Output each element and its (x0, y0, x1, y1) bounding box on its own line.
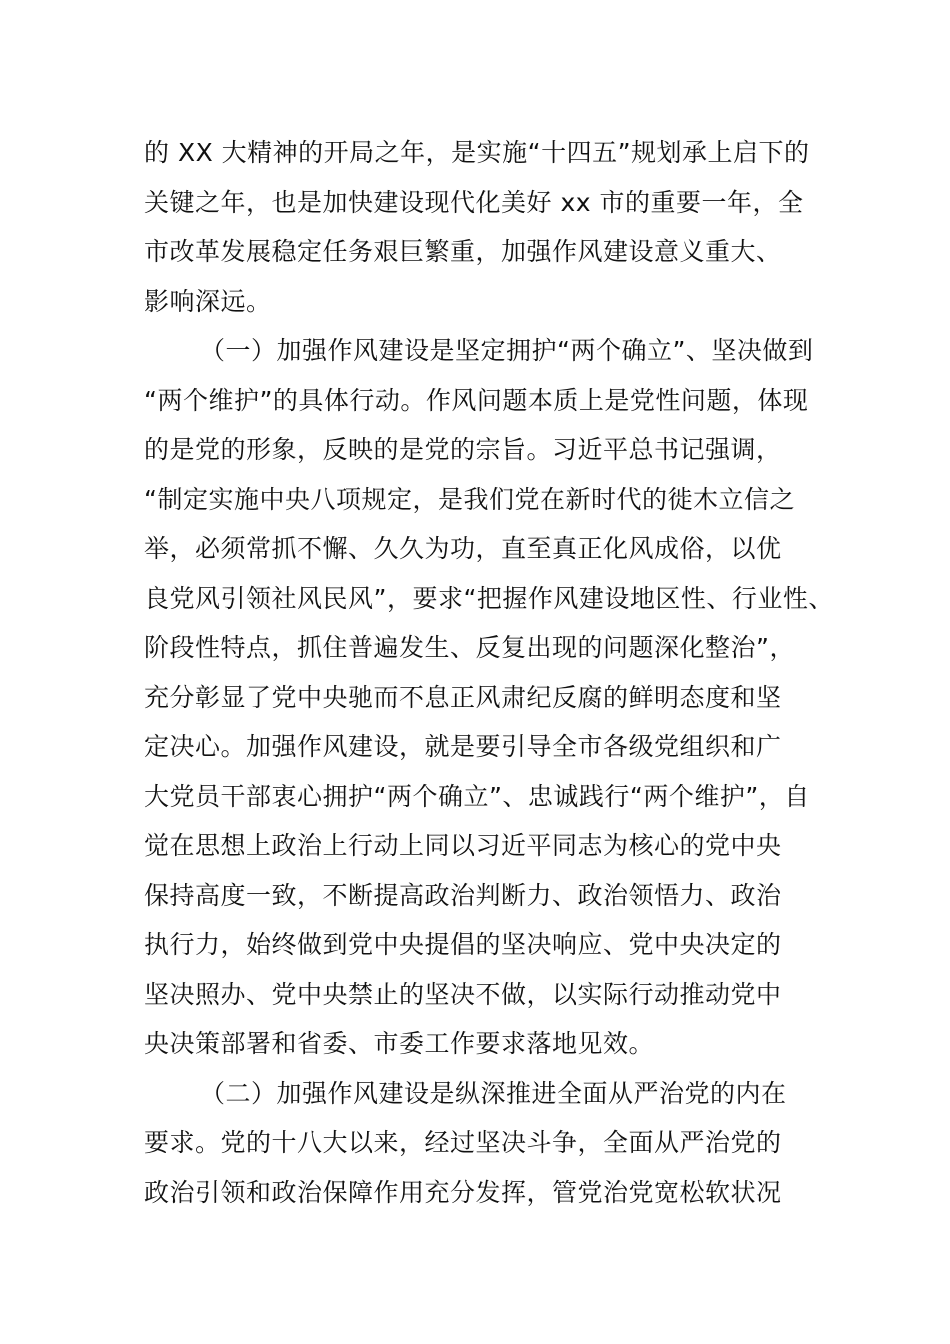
text-line: 执行力，始终做到党中央提倡的坚决响应、党中央决定的 (144, 930, 782, 959)
text-line: 坚决照办、党中央禁止的坚决不做，以实际行动推动党中 (144, 979, 782, 1009)
text-line: （二）加强作风建设是纵深推进全面从严治党的内在 (200, 1078, 787, 1108)
text-line: 的 XX 大精神的开局之年，是实施“十四五”规划承上启下的 (144, 138, 810, 167)
text-line: 良党风引领社风民风”，要求“把握作风建设地区性、行业性、 (144, 583, 834, 613)
text-line: 充分彰显了党中央驰而不息正风肃纪反腐的鲜明态度和坚 (144, 682, 782, 712)
text-line: 阶段性特点，抓住普遍发生、反复出现的问题深化整治”， (144, 633, 795, 662)
text-line: “制定实施中央八项规定，是我们党在新时代的徙木立信之 (144, 484, 795, 514)
text-line: 央决策部署和省委、市委工作要求落地见效。 (144, 1029, 655, 1058)
text-line: 影响深远。 (144, 286, 272, 316)
text-line: 关键之年，也是加快建设现代化美好 xx 市的重要一年，全 (144, 187, 804, 217)
text-line: 觉在思想上政治上行动上同以习近平同志为核心的党中央 (144, 831, 782, 860)
text-line: 定决心。加强作风建设，就是要引导全市各级党组织和广 (144, 732, 782, 761)
text-line: 举，必须常抓不懈、久久为功，直至真正化风成俗，以优 (144, 534, 782, 563)
text-line: 要求。党的十八大以来，经过坚决斗争，全面从严治党的 (144, 1128, 782, 1157)
paragraph (144, 326, 834, 1069)
paragraph (144, 128, 824, 326)
text-line: 政治引领和政治保障作用充分发挥，管党治党宽松软状况 (144, 1177, 782, 1207)
text-line: （一）加强作风建设是坚定拥护“两个确立”、坚决做到 (200, 336, 814, 365)
paragraph (144, 1069, 824, 1218)
text-line: 的是党的形象，反映的是党的宗旨。习近平总书记强调， (144, 435, 782, 464)
text-line: 保持高度一致，不断提高政治判断力、政治领悟力、政治 (144, 880, 782, 910)
text-line: “两个维护”的具体行动。作风问题本质上是党性问题，体现 (144, 385, 809, 415)
text-line: 市改革发展稳定任务艰巨繁重，加强作风建设意义重大、 (144, 237, 782, 266)
text-line: 大党员干部衷心拥护“两个确立”、忠诚践行“两个维护”，自 (144, 781, 810, 811)
document-body (144, 128, 834, 1217)
